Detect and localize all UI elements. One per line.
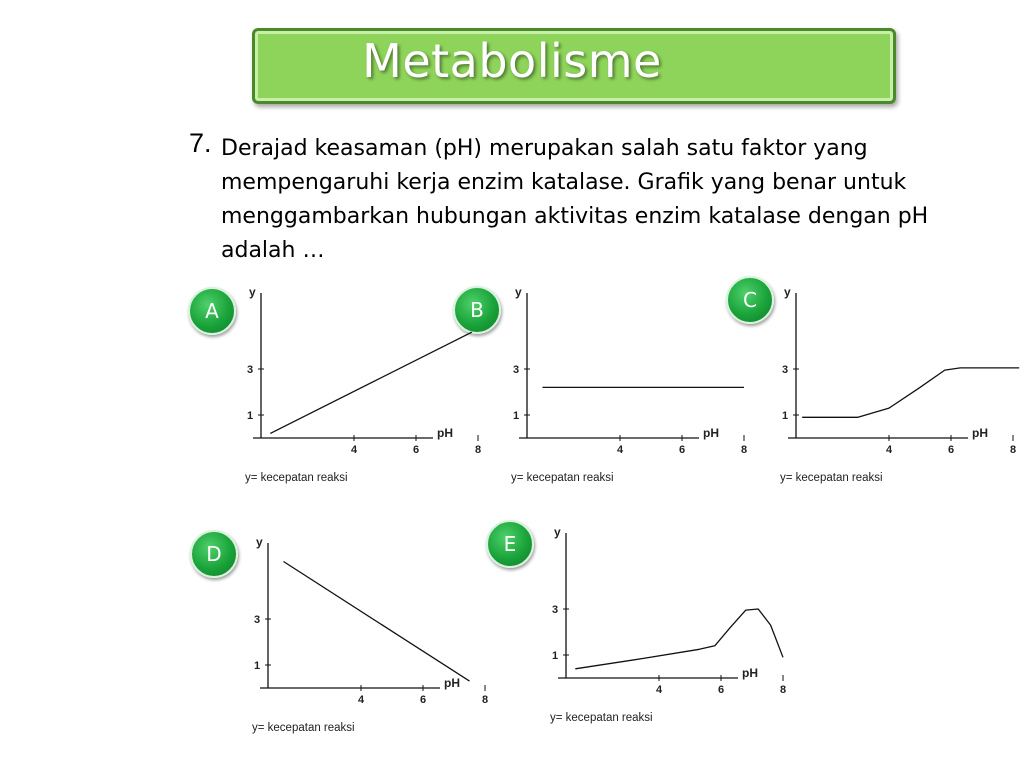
x-tick-label: 6 [679,444,686,456]
chart-caption: y= kecepatan reaksi [511,472,614,484]
chart-caption: y= kecepatan reaksi [245,472,348,484]
y-axis-label: y [256,535,263,549]
y-tick-label: 1 [782,410,789,422]
x-tick-label: 8 [780,684,787,696]
x-tick-label: 4 [886,444,893,456]
question-text [221,132,981,268]
y-tick-label: 3 [552,604,559,616]
x-axis-label: pH [742,666,758,680]
y-tick-label: 3 [782,364,789,376]
y-tick-label: 1 [513,410,520,422]
option-a-badge[interactable]: A [188,287,236,335]
x-axis-label: pH [703,426,719,440]
y-tick-label: 1 [247,410,254,422]
option-e-badge[interactable]: E [486,520,534,568]
x-tick-label: 8 [1010,444,1017,456]
x-tick-label: 4 [656,684,663,696]
chart-caption: y= kecepatan reaksi [252,722,355,734]
y-tick-label: 1 [552,650,559,662]
chart-caption: y= kecepatan reaksi [780,472,883,484]
x-axis-label: pH [444,676,460,690]
graph-option-e [543,525,787,730]
chart-caption: y= kecepatan reaksi [550,712,653,724]
option-b-badge[interactable]: B [453,286,501,334]
y-axis-label: y [515,285,522,299]
data-line [270,332,472,433]
option-d-badge[interactable]: D [190,530,238,578]
x-tick-label: 4 [617,444,624,456]
x-tick-label: 8 [475,444,482,456]
x-axis-label: pH [437,426,453,440]
option-c-badge[interactable]: C [726,276,774,324]
question-number: 7. [189,128,212,158]
x-tick-label: 8 [741,444,748,456]
graph-option-d [245,535,489,740]
x-tick-label: 4 [351,444,358,456]
x-tick-label: 6 [420,694,427,706]
y-axis-label: y [249,285,256,299]
graph-option-b [504,285,748,490]
y-tick-label: 3 [254,614,261,626]
graph-option-a [238,285,482,490]
x-tick-label: 6 [948,444,955,456]
x-tick-label: 8 [482,694,489,706]
question-line: adalah … [221,238,325,263]
page-title: Metabolisme [362,34,662,88]
question-line: menggambarkan hubungan aktivitas enzim katalase dengan pH [221,204,929,229]
y-axis-label: y [554,525,561,539]
data-line [575,609,783,669]
question-line: mempengaruhi kerja enzim katalase. Grafik yang benar untuk [221,170,907,195]
graph-option-c [773,285,1017,490]
question-line: Derajad keasaman (pH) merupakan salah satu faktor yang [221,136,868,161]
y-tick-label: 3 [513,364,520,376]
data-line [284,562,470,682]
data-line [802,368,1019,417]
x-tick-label: 6 [413,444,420,456]
x-axis-label: pH [972,426,988,440]
y-axis-label: y [784,285,791,299]
x-tick-label: 4 [358,694,365,706]
x-tick-label: 6 [718,684,725,696]
y-tick-label: 1 [254,660,261,672]
y-tick-label: 3 [247,364,254,376]
